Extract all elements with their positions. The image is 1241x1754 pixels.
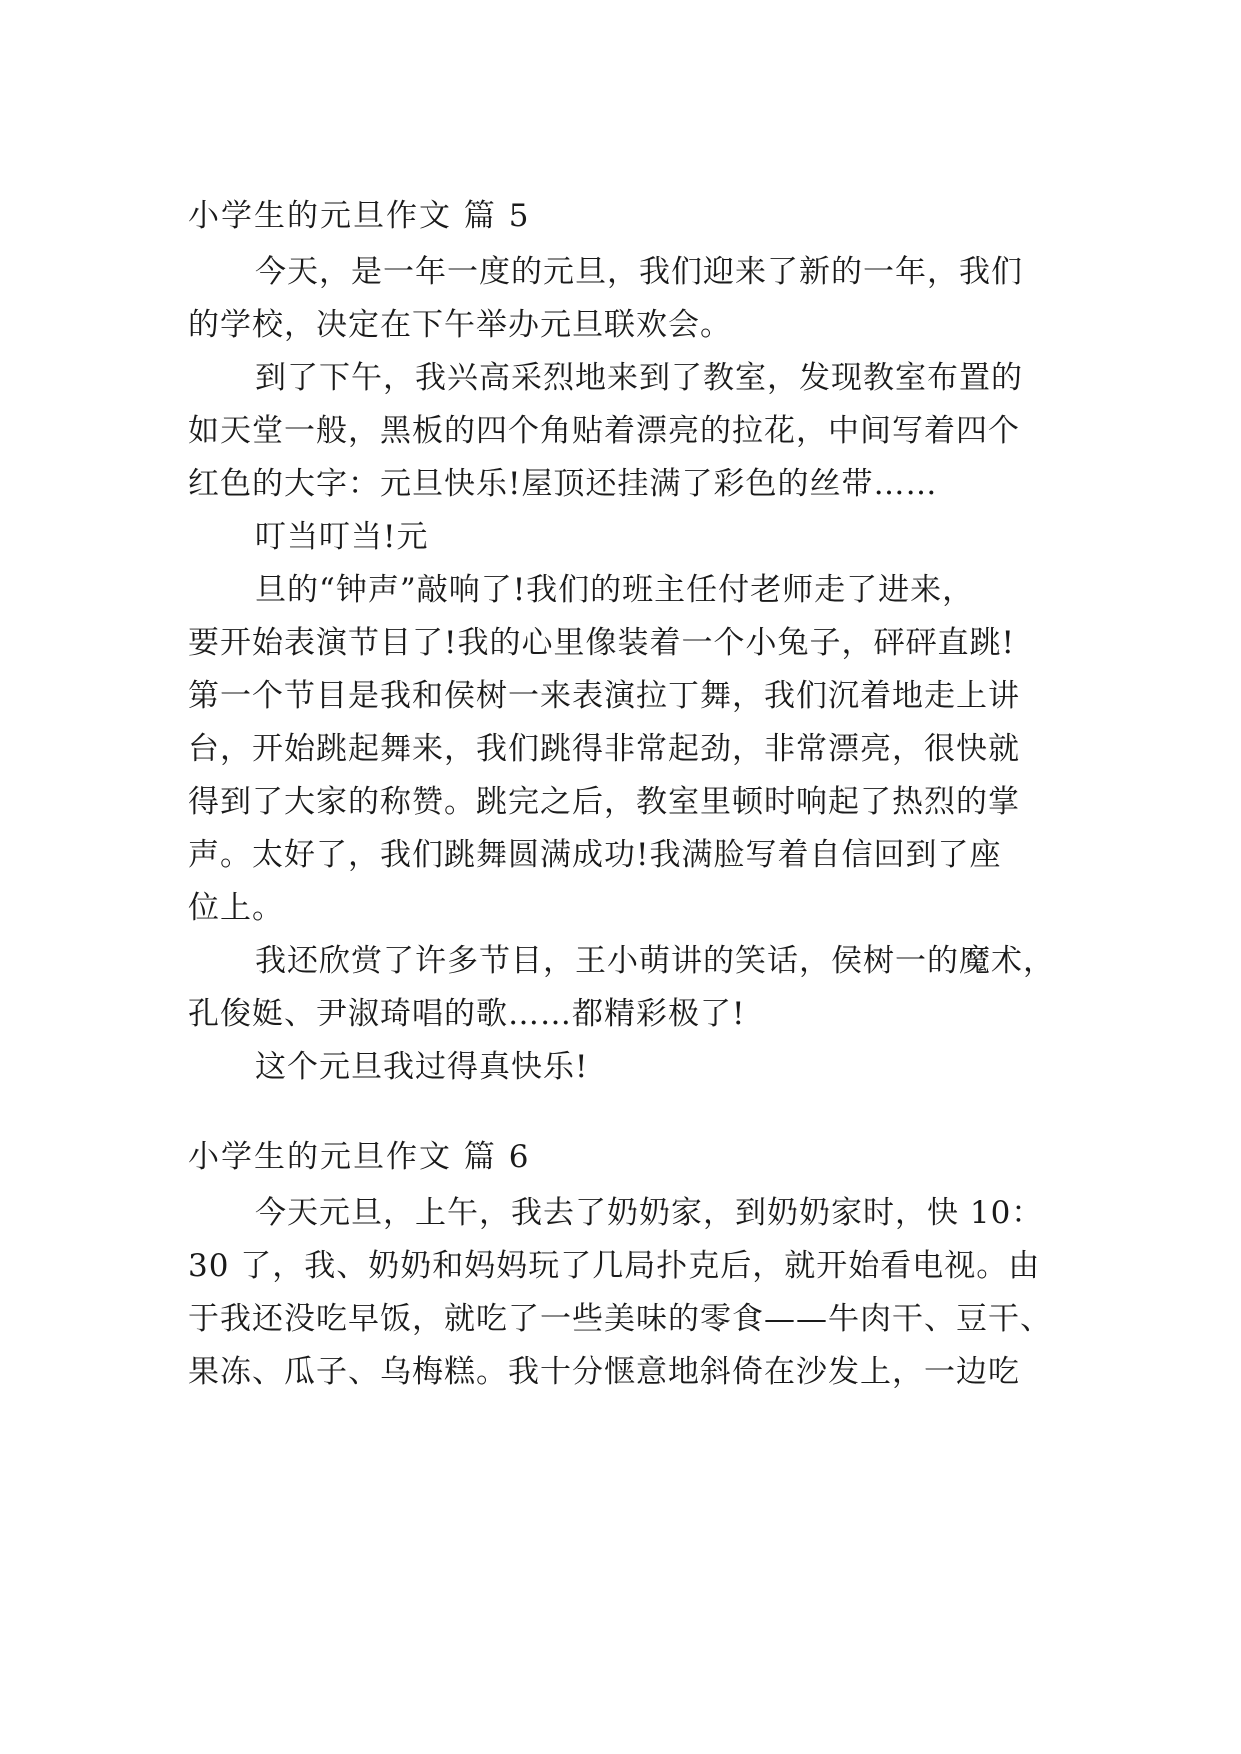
paragraph-line: 得到了大家的称赞。跳完之后，教室里顿时响起了热烈的掌	[188, 784, 1020, 820]
paragraph-line: 我还欣赏了许多节目，王小萌讲的笑话，侯树一的魔术，	[255, 943, 1055, 979]
paragraph-line: 这个元旦我过得真快乐!	[255, 1049, 589, 1085]
paragraph-line: 声。太好了，我们跳舞圆满成功!我满脸写着自信回到了座	[188, 837, 1002, 873]
paragraph-line: 30 了，我、奶奶和妈妈玩了几局扑克后，就开始看电视。由	[188, 1248, 1041, 1284]
paragraph-line: 位上。	[188, 890, 284, 926]
paragraph-line: 旦的“钟声”敲响了!我们的班主任付老师走了进来，	[255, 572, 975, 608]
paragraph-line: 孔俊娗、尹淑琦唱的歌……都精彩极了!	[188, 996, 746, 1032]
essay-title-6: 小学生的元旦作文 篇 6	[188, 1139, 531, 1175]
paragraph-line: 台，开始跳起舞来，我们跳得非常起劲，非常漂亮，很快就	[188, 731, 1020, 767]
paragraph-line: 红色的大字：元旦快乐!屋顶还挂满了彩色的丝带……	[188, 466, 938, 502]
paragraph-line: 的学校，决定在下午举办元旦联欢会。	[188, 307, 732, 343]
paragraph-line: 于我还没吃早饭，就吃了一些美味的零食——牛肉干、豆干、	[188, 1301, 1052, 1337]
paragraph-line: 果冻、瓜子、乌梅糕。我十分惬意地斜倚在沙发上，一边吃	[188, 1354, 1020, 1390]
paragraph-line: 到了下午，我兴高采烈地来到了教室，发现教室布置的	[255, 360, 1023, 396]
paragraph-line: 要开始表演节目了!我的心里像装着一个小兔子，砰砰直跳!	[188, 625, 1015, 661]
paragraph-line: 第一个节目是我和侯树一来表演拉丁舞，我们沉着地走上讲	[188, 678, 1020, 714]
paragraph-line: 如天堂一般，黑板的四个角贴着漂亮的拉花，中间写着四个	[188, 413, 1020, 449]
paragraph-line: 今天，是一年一度的元旦，我们迎来了新的一年，我们	[255, 254, 1023, 290]
paragraph-line: 叮当叮当!元	[255, 519, 429, 555]
essay-title-5: 小学生的元旦作文 篇 5	[188, 198, 531, 234]
paragraph-line: 今天元旦，上午，我去了奶奶家，到奶奶家时，快 10：	[255, 1195, 1044, 1231]
